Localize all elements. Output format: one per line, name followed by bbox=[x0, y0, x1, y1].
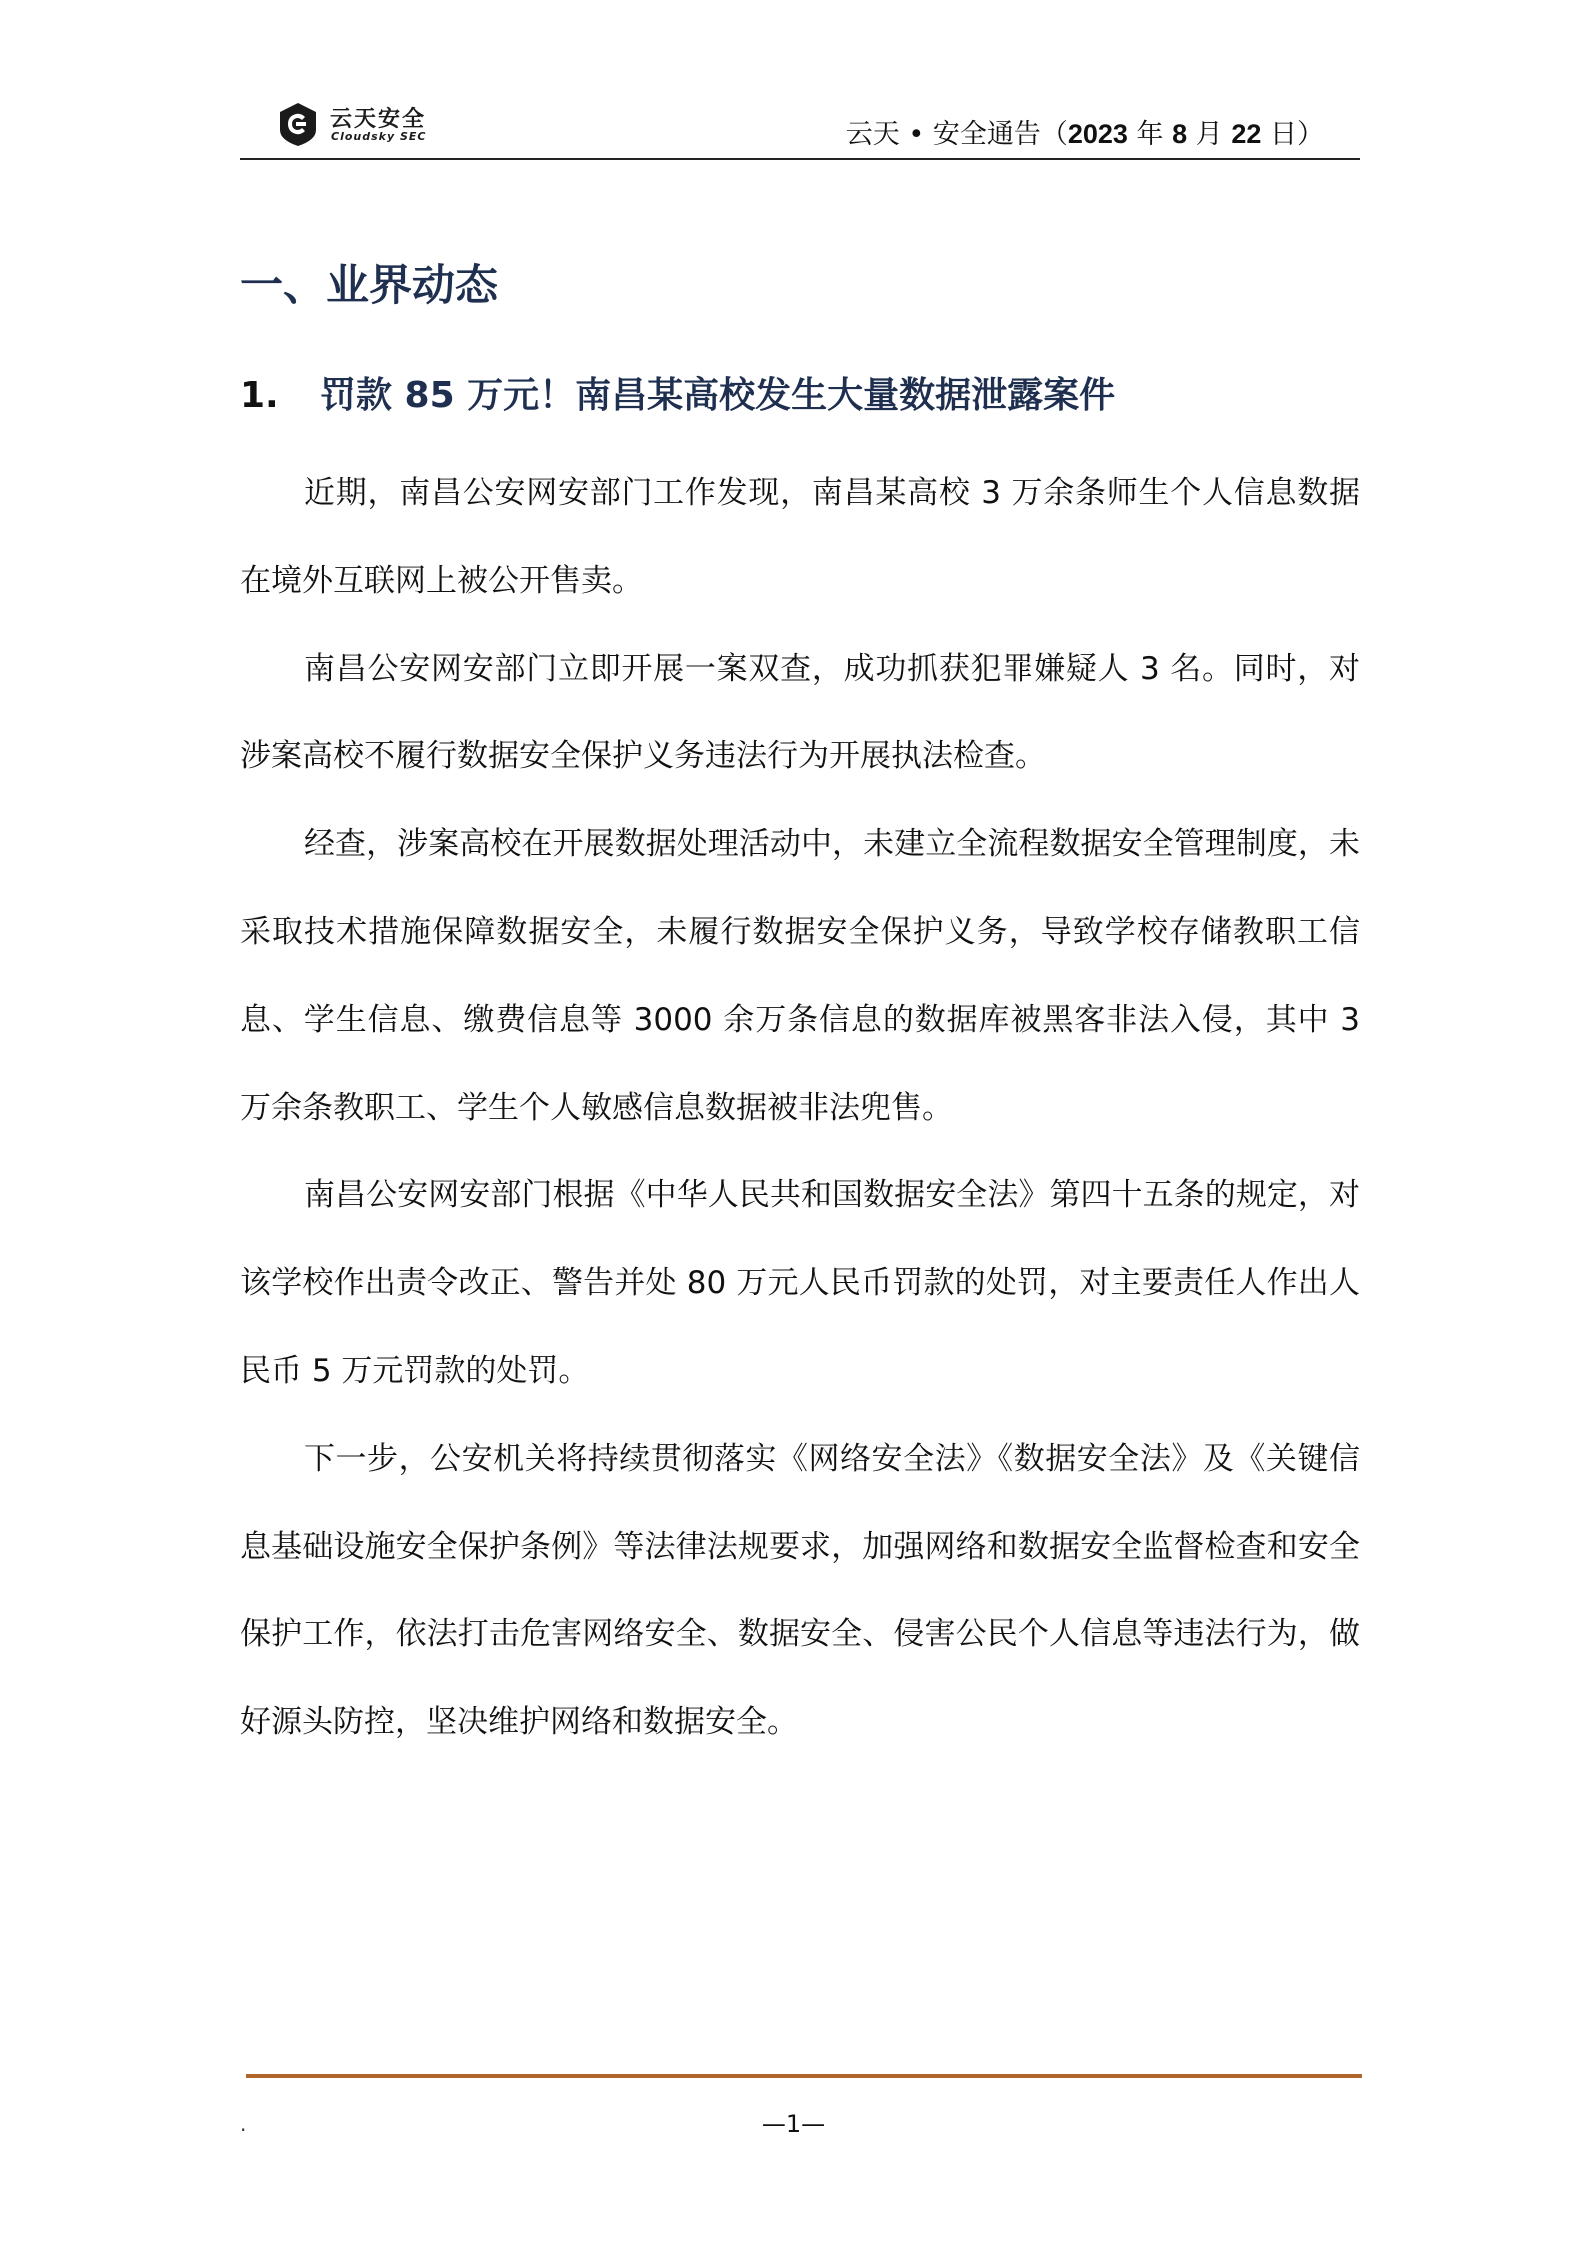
paragraph: 下一步，公安机关将持续贯彻落实《网络安全法》《数据安全法》及《关键信息基础设施安全保护条例》等法律法规要求，加强网络和数据安全监督检查和安全保护工作，依法打击危害网络安全、数据安全、侵害公民个人信息等违法行为，做好源头防控，坚决维护网络和数据安全。 bbox=[240, 1440, 1360, 1741]
header-month-label: 月 bbox=[1195, 119, 1223, 150]
header-divider bbox=[240, 158, 1360, 160]
paragraph: 南昌公安网安部门根据《中华人民共和国数据安全法》第四十五条的规定，对该学校作出责令改正、警告并处 80 万元人民币罚款的处罚，对主要责任人作出人民币 5 万元罚款的处罚。 bbox=[240, 1177, 1360, 1389]
article-title-text: 罚款 85 万元！南昌某高校发生大量数据泄露案件 bbox=[320, 375, 1116, 416]
header-title-suffix: 日） bbox=[1270, 119, 1324, 150]
page-header bbox=[240, 88, 1360, 160]
header-month: 8 bbox=[1172, 119, 1188, 149]
header-title-prefix: 云天 • 安全通告（ bbox=[845, 119, 1068, 150]
paragraph: 南昌公安网安部门立即开展一案双查，成功抓获犯罪嫌疑人 3 名。同时，对涉案高校不履行数据安全保护义务违法行为开展执法检查。 bbox=[240, 650, 1360, 775]
article-number: 1. bbox=[240, 375, 279, 416]
article-title bbox=[240, 367, 1115, 418]
cloudsky-logo-icon bbox=[274, 100, 322, 148]
logo-text-en: Cloudsky SEC bbox=[331, 130, 427, 143]
section-title: 一、业界动态 bbox=[240, 261, 498, 311]
document-header-title bbox=[846, 112, 1324, 151]
footer-divider bbox=[246, 2074, 1362, 2078]
logo-text-cn: 云天安全 bbox=[330, 107, 427, 132]
header-year-label: 年 bbox=[1136, 119, 1164, 150]
paragraph: 经查，涉案高校在开展数据处理活动中，未建立全流程数据安全管理制度，未采取技术措施保障数据安全，未履行数据安全保护义务，导致学校存储教职工信息、学生信息、缴费信息等 3000 余万条信息的数据库被黑客非法入侵，其中 3 万余条教职工、学生个人敏感信息数据被非法兜售。 bbox=[240, 826, 1360, 1126]
page-number: —1— bbox=[761, 2110, 826, 2138]
paragraph: 近期，南昌公安网安部门工作发现，南昌某高校 3 万余条师生个人信息数据在境外互联网上被公开售卖。 bbox=[240, 475, 1360, 599]
header-year: 2023 bbox=[1067, 119, 1128, 149]
header-day: 22 bbox=[1231, 119, 1262, 149]
article-body bbox=[240, 450, 1360, 1767]
logo bbox=[274, 94, 514, 154]
footer-dot: . bbox=[240, 2112, 247, 2136]
